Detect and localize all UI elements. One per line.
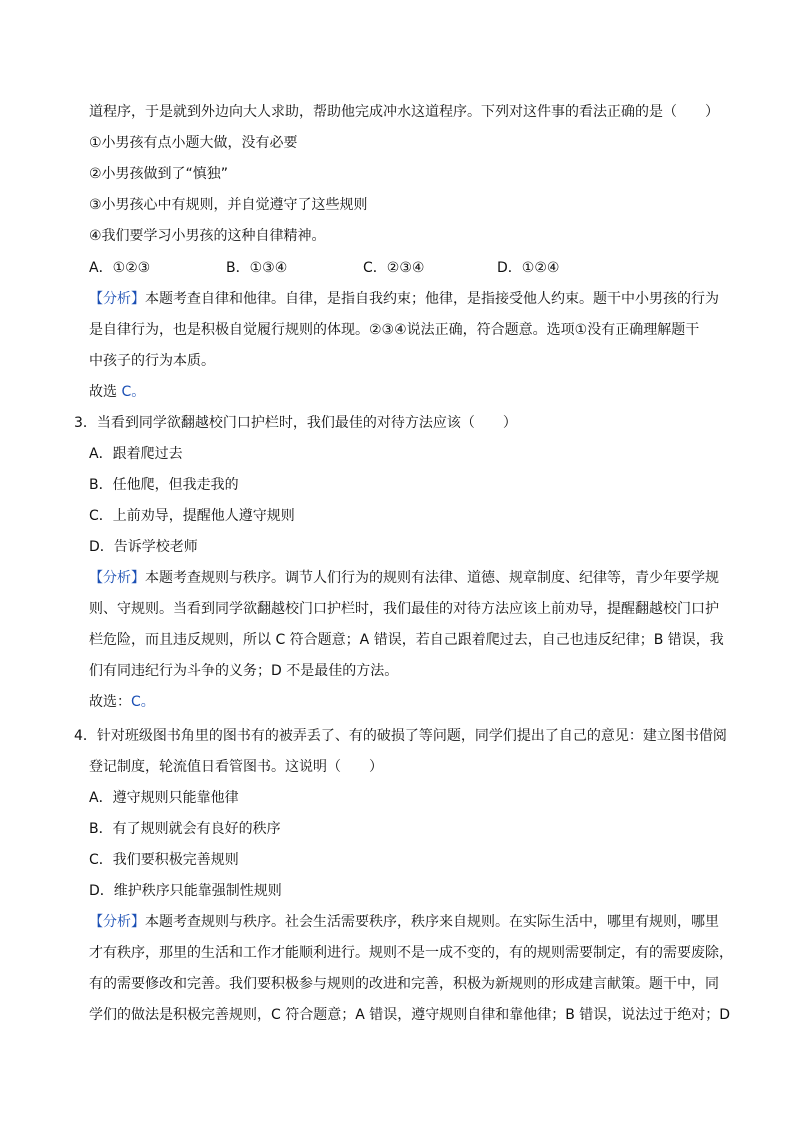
q3-option-d: D．告诉学校老师 [89, 539, 198, 555]
q3-analysis-line-4: 们有同违纪行为斗争的义务；D 不是最佳的方法。 [89, 663, 399, 679]
q3-option-b: B．任他爬，但我走我的 [89, 477, 239, 493]
q2-option-d: D．①②④ [497, 260, 560, 276]
q2-item-4: ④我们要学习小男孩的这种自律精神。 [89, 228, 326, 244]
q2-item-2: ②小男孩做到了“慎独” [89, 166, 229, 182]
q3-analysis-line-1: 【分析】本题考查规则与秩序。调节人们行为的规则有法律、道德、规章制度、纪律等，青少年要学规 [89, 570, 719, 586]
q2-options [89, 258, 609, 278]
q2-item-1: ①小男孩有点小题大做，没有必要 [89, 135, 298, 151]
q2-analysis-line-1: 【分析】本题考查自律和他律。自律，是指自我约束；他律，是指接受他人约束。题干中小男孩的行为 [89, 291, 719, 307]
analysis-tag: 【分析】 [89, 570, 145, 586]
q4-stem-line-2: 登记制度，轮流值日看管图书。这说明（ ） [89, 759, 383, 775]
q3-option-c: C．上前劝导，提醒他人遵守规则 [89, 508, 295, 524]
q2-analysis-line-2: 是自律行为，也是积极自觉履行规则的体现。②③④说法正确，符合题意。选项①没有正确理解题干 [89, 322, 700, 338]
q2-item-3: ③小男孩心中有规则，并自觉遵守了这些规则 [89, 197, 368, 213]
q2-option-a: A．①②③ [89, 260, 151, 276]
q4-analysis-line-3: 有的需要修改和完善。我们要积极参与规则的改进和完善，积极为新规则的形成建言献策。题干中，同 [89, 976, 719, 992]
q4-option-d: D．维护秩序只能靠强制性规则 [89, 883, 282, 899]
q3-analysis-line-3: 栏危险，而且违反规则，所以 C 符合题意；A 错误，若自己跟着爬过去，自己也违反纪律；B 错误，我 [89, 632, 724, 648]
q4-analysis-line-1: 【分析】本题考查规则与秩序。社会生活需要秩序，秩序来自规则。在实际生活中，哪里有规则，哪里 [89, 914, 719, 930]
q4-analysis-line-4: 学们的做法是积极完善规则，C 符合题意；A 错误，遵守规则自律和靠他律；B 错误，说法过于绝对；D [89, 1007, 731, 1023]
q2-analysis-line-3: 中孩子的行为本质。 [89, 353, 215, 369]
q4-analysis-line-2: 才有秩序，那里的生活和工作才能顺利进行。规则不是一成不变的，有的规则需要制定，有的需要废除， [89, 945, 733, 961]
q2-option-c: C．②③④ [363, 260, 425, 276]
analysis-tag: 【分析】 [89, 914, 145, 930]
q2-stem: 道程序，于是就到外边向大人求助，帮助他完成冲水这道程序。下列对这件事的看法正确的是（ ） [89, 104, 719, 120]
q2-answer: 故选 C。 [89, 384, 146, 400]
q3-stem: 3．当看到同学欲翻越校门口护栏时，我们最佳的对待方法应该（ ） [74, 415, 517, 431]
q4-option-c: C．我们要积极完善规则 [89, 852, 239, 868]
q4-option-a: A．遵守规则只能靠他律 [89, 790, 239, 806]
q3-option-a: A．跟着爬过去 [89, 446, 183, 462]
analysis-tag: 【分析】 [89, 291, 145, 307]
q3-analysis-line-2: 则、守规则。当看到同学欲翻越校门口护栏时，我们最佳的对待方法应该上前劝导，提醒翻越校门口护 [89, 601, 719, 617]
q2-option-b: B．①③④ [226, 260, 288, 276]
q3-answer: 故选：C。 [89, 694, 155, 710]
q4-option-b: B．有了规则就会有良好的秩序 [89, 821, 281, 837]
q4-stem-line-1: 4．针对班级图书角里的图书有的被弄丢了、有的破损了等问题，同学们提出了自己的意见：建立图书借阅 [74, 728, 727, 744]
